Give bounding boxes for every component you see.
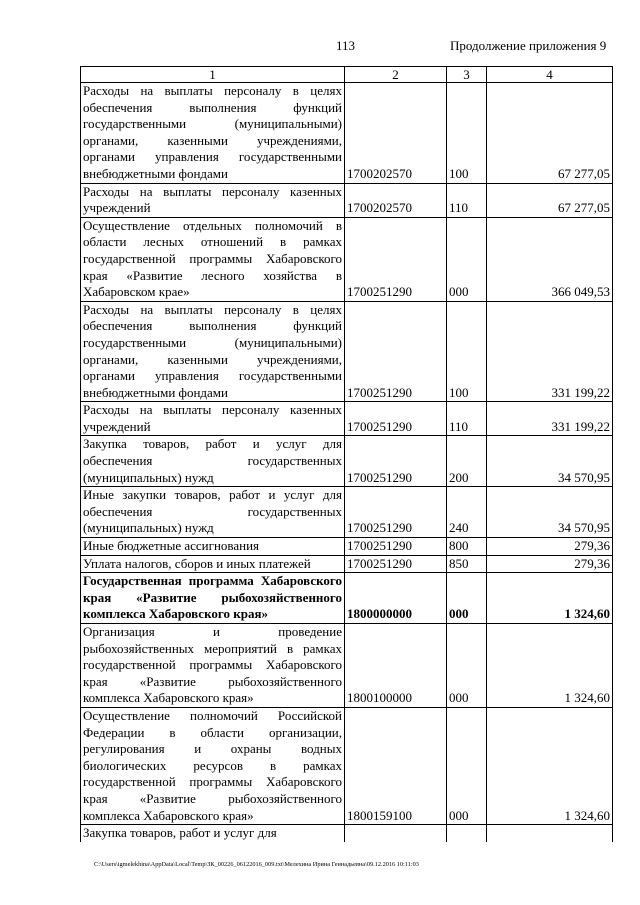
table-row [81, 301, 613, 402]
amount: 366 049,53 [487, 217, 613, 301]
table-row [81, 538, 613, 556]
target-code: 1700251290 [345, 436, 447, 487]
column-header-1: 1 [81, 67, 345, 83]
target-code: 1700202570 [345, 83, 447, 184]
expense-name: Осуществление полномочий Российской Федерации в области организации, регулирования и охраны водных биологических ресурсов в рамках государственной программы Хабаровского края «Развитие рыбохозяйственного комплекса Хабаровского края» [81, 707, 345, 824]
expense-name: Расходы на выплаты персоналу казенных учреждений [81, 402, 345, 436]
expense-type: 240 [447, 487, 487, 538]
expense-name: Организация и проведение рыбохозяйственных мероприятий в рамках государственной программы Хабаровского края «Развитие рыбохозяйственного комплекса Хабаровского края» [81, 624, 345, 708]
expense-type: 000 [447, 217, 487, 301]
expense-type: 110 [447, 402, 487, 436]
target-code: 1700251290 [345, 217, 447, 301]
table-row [81, 402, 613, 436]
table-header-row [81, 67, 613, 83]
expense-type: 000 [447, 573, 487, 624]
expense-name: Иные закупки товаров, работ и услуг для обеспечения государственных (муниципальных) нужд [81, 487, 345, 538]
expense-type [447, 825, 487, 842]
footer-file-path: C:\Users\igmelekhina\AppData\Local\Temp\ЗК_00226_06122016_009.txt\Мелехина Ирина Геннадьевна\09.12.2016 10:11:03 [94, 861, 419, 868]
expense-type: 200 [447, 436, 487, 487]
amount: 1 324,60 [487, 624, 613, 708]
target-code: 1700251290 [345, 402, 447, 436]
expense-name: Расходы на выплаты персоналу казенных учреждений [81, 183, 345, 217]
amount: 331 199,22 [487, 402, 613, 436]
amount: 1 324,60 [487, 707, 613, 824]
expense-name: Закупка товаров, работ и услуг для обеспечения государственных (муниципальных) нужд [81, 436, 345, 487]
table-row-program [81, 573, 613, 624]
column-header-2: 2 [345, 67, 447, 83]
expense-name: Осуществление отдельных полномочий в области лесных отношений в рамках государственной программы Хабаровского края «Развитие лесного хозяйства в Хабаровском крае» [81, 217, 345, 301]
table-row [81, 707, 613, 824]
expense-name: Расходы на выплаты персоналу в целях обеспечения выполнения функций государственными (муниципальными) органами, казенными учреждениями, органами управления государственными внебюджетными фондами [81, 301, 345, 402]
table-row [81, 825, 613, 842]
table-row [81, 487, 613, 538]
amount [487, 825, 613, 842]
target-code: 1800100000 [345, 624, 447, 708]
expense-type: 000 [447, 707, 487, 824]
expense-name: Уплата налогов, сборов и иных платежей [81, 555, 345, 573]
amount: 67 277,05 [487, 83, 613, 184]
expense-type: 100 [447, 83, 487, 184]
expense-type: 800 [447, 538, 487, 556]
target-code: 1700251290 [345, 555, 447, 573]
expense-type: 000 [447, 624, 487, 708]
amount: 34 570,95 [487, 436, 613, 487]
amount: 1 324,60 [487, 573, 613, 624]
column-header-3: 3 [447, 67, 487, 83]
amount: 331 199,22 [487, 301, 613, 402]
amount: 279,36 [487, 538, 613, 556]
target-code: 1700251290 [345, 487, 447, 538]
expense-name: Закупка товаров, работ и услуг для [81, 825, 345, 842]
target-code: 1700251290 [345, 538, 447, 556]
column-header-4: 4 [487, 67, 613, 83]
target-code: 1700251290 [345, 301, 447, 402]
target-code [345, 825, 447, 842]
target-code: 1800000000 [345, 573, 447, 624]
expense-name: Иные бюджетные ассигнования [81, 538, 345, 556]
appendix-caption: Продолжение приложения 9 [450, 38, 607, 53]
amount: 67 277,05 [487, 183, 613, 217]
page-number: 113 [336, 38, 356, 53]
amount: 34 570,95 [487, 487, 613, 538]
expense-name: Расходы на выплаты персоналу в целях обеспечения выполнения функций государственными (муниципальными) органами, казенными учреждениями, органами управления государственными внебюджетными фондами [81, 83, 345, 184]
table-row [81, 436, 613, 487]
table-row [81, 183, 613, 217]
target-code: 1700202570 [345, 183, 447, 217]
expense-type: 850 [447, 555, 487, 573]
table-row [81, 624, 613, 708]
table-row [81, 217, 613, 301]
table-row [81, 555, 613, 573]
expense-name: Государственная программа Хабаровского края «Развитие рыбохозяйственного комплекса Хабаровского края» [81, 573, 345, 624]
table-row [81, 83, 613, 184]
amount: 279,36 [487, 555, 613, 573]
target-code: 1800159100 [345, 707, 447, 824]
budget-table [80, 66, 613, 842]
expense-type: 100 [447, 301, 487, 402]
expense-type: 110 [447, 183, 487, 217]
